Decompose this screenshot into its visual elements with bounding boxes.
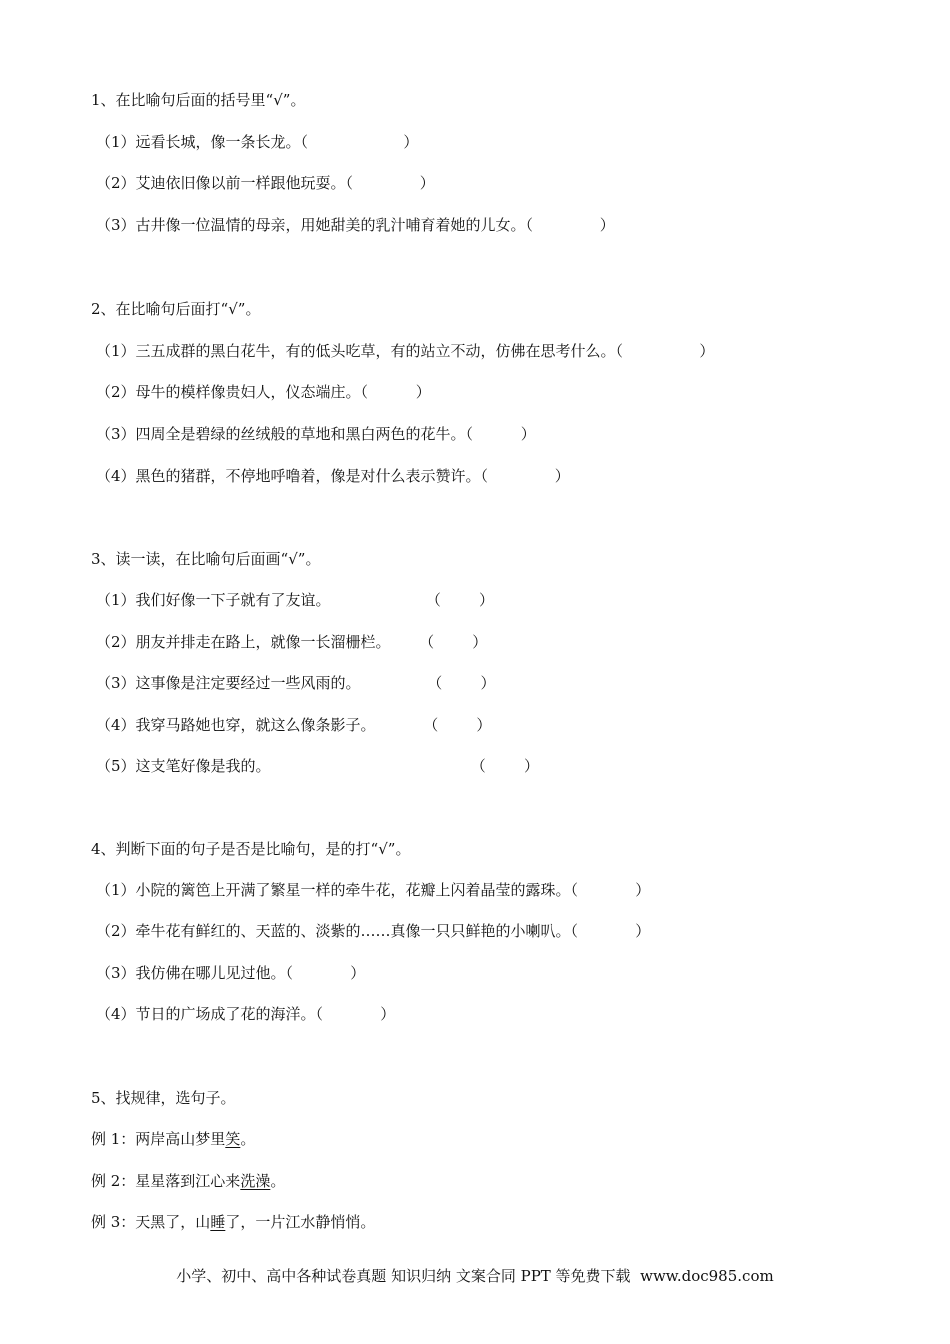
example-2-underlined: 洗澡 <box>240 1172 271 1190</box>
example-1-underlined: 笑 <box>225 1130 241 1148</box>
question-3-item-5: （5）这支笔好像是我的。 （ ） <box>96 757 539 775</box>
question-5-example-3 <box>91 1212 375 1232</box>
question-4-title: 4、判断下面的句子是否是比喻句，是的打“√”。 <box>91 840 411 858</box>
question-5-example-1 <box>91 1129 255 1149</box>
question-2-item-4: （4）黑色的猪群，不停地呼噜着，像是对什么表示赞许。（ ） <box>96 467 570 485</box>
question-1-item-1: （1）远看长城，像一条长龙。（ ） <box>96 133 419 151</box>
example-1-suffix: 。 <box>240 1130 256 1148</box>
question-1-title: 1、在比喻句后面的括号里“√”。 <box>91 91 306 109</box>
example-1-prefix: 例 1：两岸高山梦里 <box>91 1130 226 1148</box>
question-2-item-2: （2）母牛的模样像贵妇人，仪态端庄。（ ） <box>96 383 431 401</box>
question-4-item-4: （4）节日的广场成了花的海洋。（ ） <box>96 1005 396 1023</box>
question-4-item-1: （1）小院的篱笆上开满了繁星一样的牵牛花，花瓣上闪着晶莹的露珠。（ ） <box>96 881 651 899</box>
example-3-prefix: 例 3：天黑了，山 <box>91 1213 211 1231</box>
question-3-item-2: （2）朋友并排走在路上，就像一长溜栅栏。 （ ） <box>96 633 488 651</box>
question-3-item-3: （3）这事像是注定要经过一些风雨的。 （ ） <box>96 674 496 692</box>
question-3-title: 3、读一读，在比喻句后面画“√”。 <box>91 550 321 568</box>
question-2-item-1: （1）三五成群的黑白花牛，有的低头吃草，有的站立不动，仿佛在思考什么。（ ） <box>96 342 715 360</box>
question-2-item-3: （3）四周全是碧绿的丝绒般的草地和黑白两色的花牛。（ ） <box>96 425 536 443</box>
example-3-suffix: 了，一片江水静悄悄。 <box>225 1213 376 1231</box>
example-2-suffix: 。 <box>270 1172 286 1190</box>
question-3-item-4: （4）我穿马路她也穿，就这么像条影子。 （ ） <box>96 716 492 734</box>
question-3-item-1: （1）我们好像一下子就有了友谊。 （ ） <box>96 591 495 609</box>
page-footer: 小学、初中、高中各种试卷真题 知识归纳 文案合同 PPT 等免费下载 www.doc985.com <box>176 1267 774 1285</box>
example-2-prefix: 例 2：星星落到江心来 <box>91 1172 241 1190</box>
question-4-item-2: （2）牵牛花有鲜红的、天蓝的、淡紫的……真像一只只鲜艳的小喇叭。（ ） <box>96 922 651 940</box>
question-1-item-2: （2）艾迪依旧像以前一样跟他玩耍。（ ） <box>96 174 435 192</box>
question-1-item-3: （3）古井像一位温情的母亲，用她甜美的乳汁哺育着她的儿女。（ ） <box>96 216 615 234</box>
question-2-title: 2、在比喻句后面打“√”。 <box>91 300 261 318</box>
question-4-item-3: （3）我仿佛在哪儿见过他。（ ） <box>96 964 366 982</box>
example-3-underlined: 睡 <box>210 1213 226 1231</box>
question-5-title: 5、找规律，选句子。 <box>91 1089 236 1107</box>
question-5-example-2 <box>91 1171 285 1191</box>
